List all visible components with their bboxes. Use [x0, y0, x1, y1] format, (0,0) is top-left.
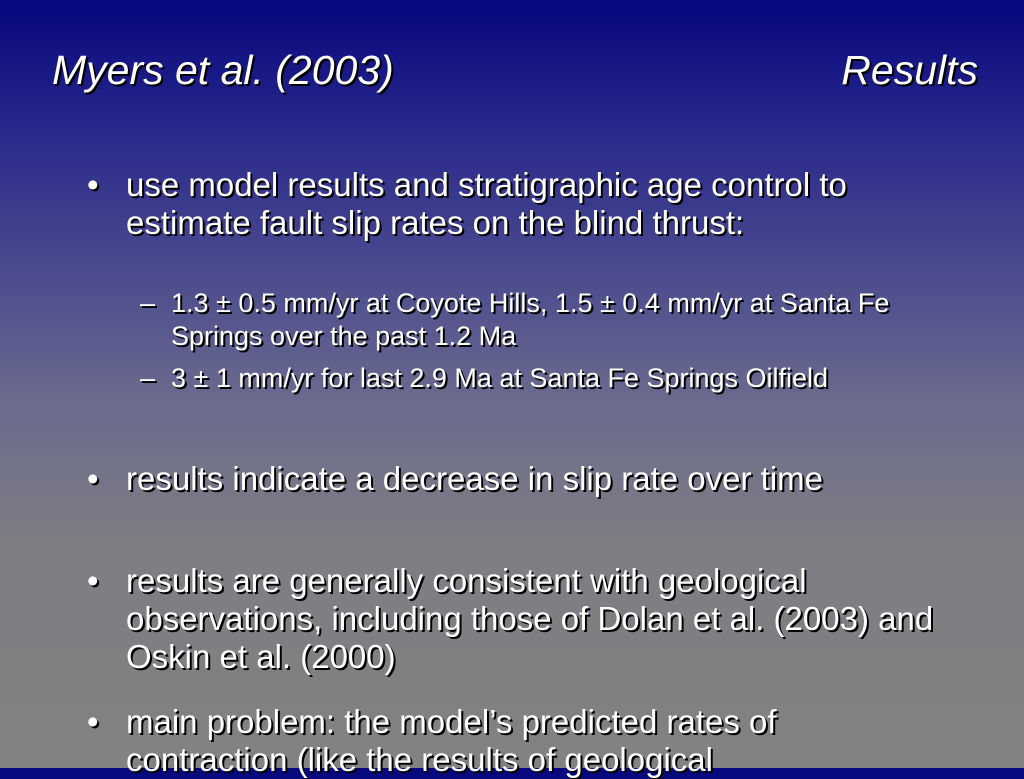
- bullet-text: main problem: the model’s predicted rates of contraction (like the results of geological: [126, 703, 777, 778]
- bullet-text: results are generally consistent with geological observations, including those of Dolan et al. (2003) and Oskin et al. (2000): [126, 562, 934, 675]
- bullet-text: results indicate a decrease in slip rate over time: [126, 460, 823, 497]
- bullet-text: use model results and stratigraphic age control to estimate fault slip rates on the blind thrust:: [126, 166, 847, 241]
- bullet-icon: •: [87, 562, 99, 599]
- bullet-item: [87, 460, 947, 498]
- bullet-item: [87, 562, 947, 676]
- dash-icon: –: [140, 288, 156, 318]
- slide-title: Myers et al. (2003): [52, 47, 394, 93]
- bullet-icon: •: [87, 460, 99, 497]
- subbullet-item: [140, 287, 940, 353]
- section-title: Results: [841, 47, 978, 93]
- bullet-icon: •: [87, 166, 99, 203]
- bullet-icon: •: [87, 703, 99, 740]
- subbullet-item: [140, 362, 940, 395]
- bullet-item: [87, 166, 947, 242]
- dash-icon: –: [140, 363, 156, 393]
- subbullet-text: 3 ± 1 mm/yr for last 2.9 Ma at Santa Fe Springs Oilfield: [171, 363, 829, 393]
- subbullet-text: 1.3 ± 0.5 mm/yr at Coyote Hills, 1.5 ± 0.4 mm/yr at Santa Fe Springs over the past 1.2 Ma: [171, 288, 890, 351]
